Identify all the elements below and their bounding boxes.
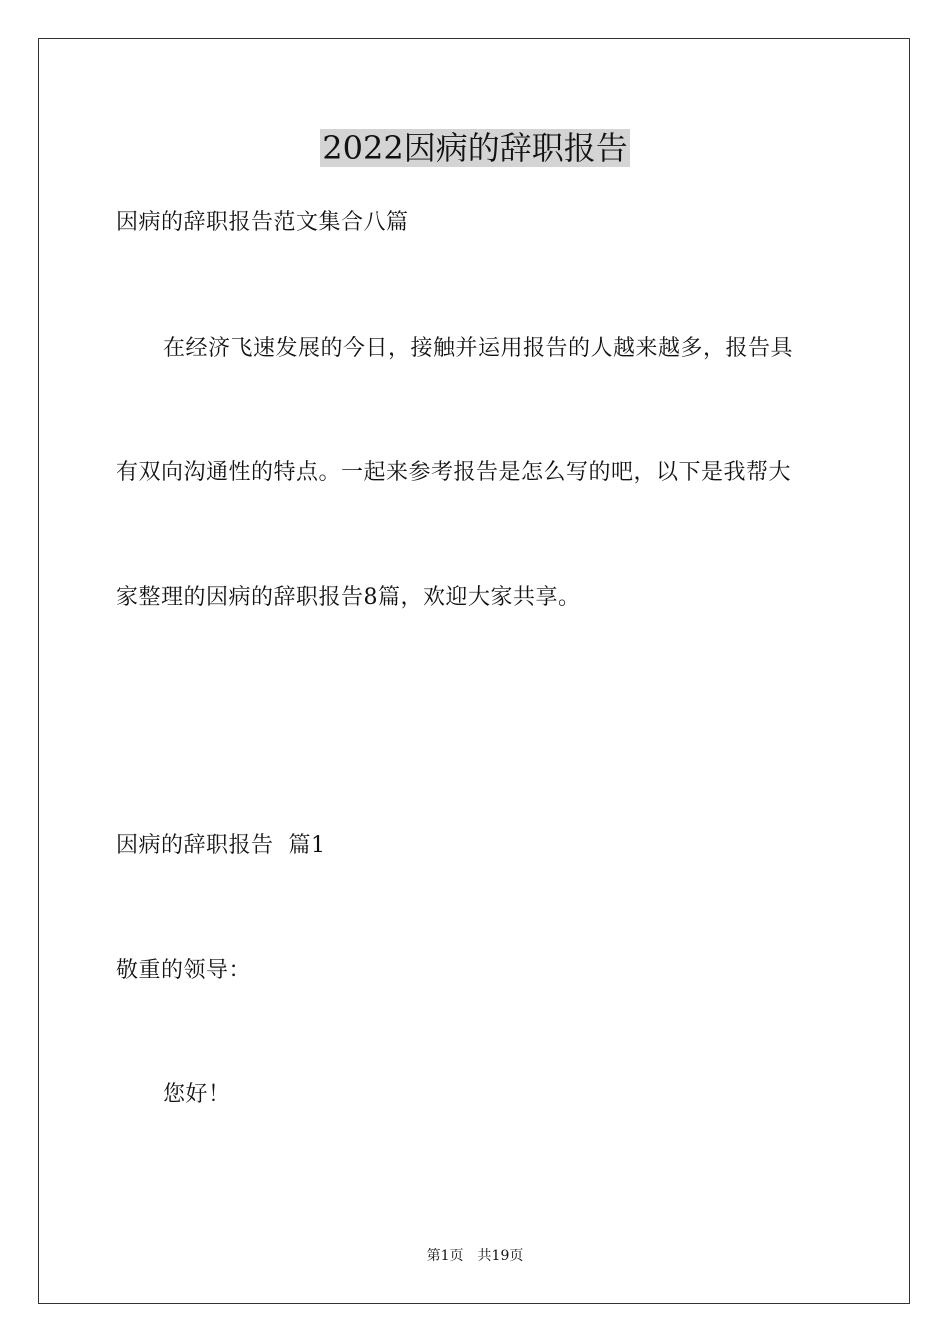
section-heading: 因病的辞职报告 篇1 xyxy=(116,833,326,858)
document-subtitle: 因病的辞职报告范文集合八篇 xyxy=(116,210,409,235)
document-title xyxy=(0,126,950,170)
page-footer xyxy=(0,1246,950,1266)
greeting: 您好！ xyxy=(163,1082,231,1107)
page-total: 共19页 xyxy=(477,1248,524,1264)
intro-paragraph-line-3: 家整理的因病的辞职报告8篇，欢迎大家共享。 xyxy=(116,585,581,610)
document-title-text: 2022因病的辞职报告 xyxy=(322,129,628,167)
intro-paragraph-line-1: 在经济飞速发展的今日，接触并运用报告的人越来越多，报告具 xyxy=(163,336,794,361)
page-number: 第1页 xyxy=(426,1248,464,1264)
salutation: 敬重的领导： xyxy=(116,958,252,983)
intro-paragraph-line-2: 有双向沟通性的特点。一起来参考报告是怎么写的吧，以下是我帮大 xyxy=(116,460,792,485)
